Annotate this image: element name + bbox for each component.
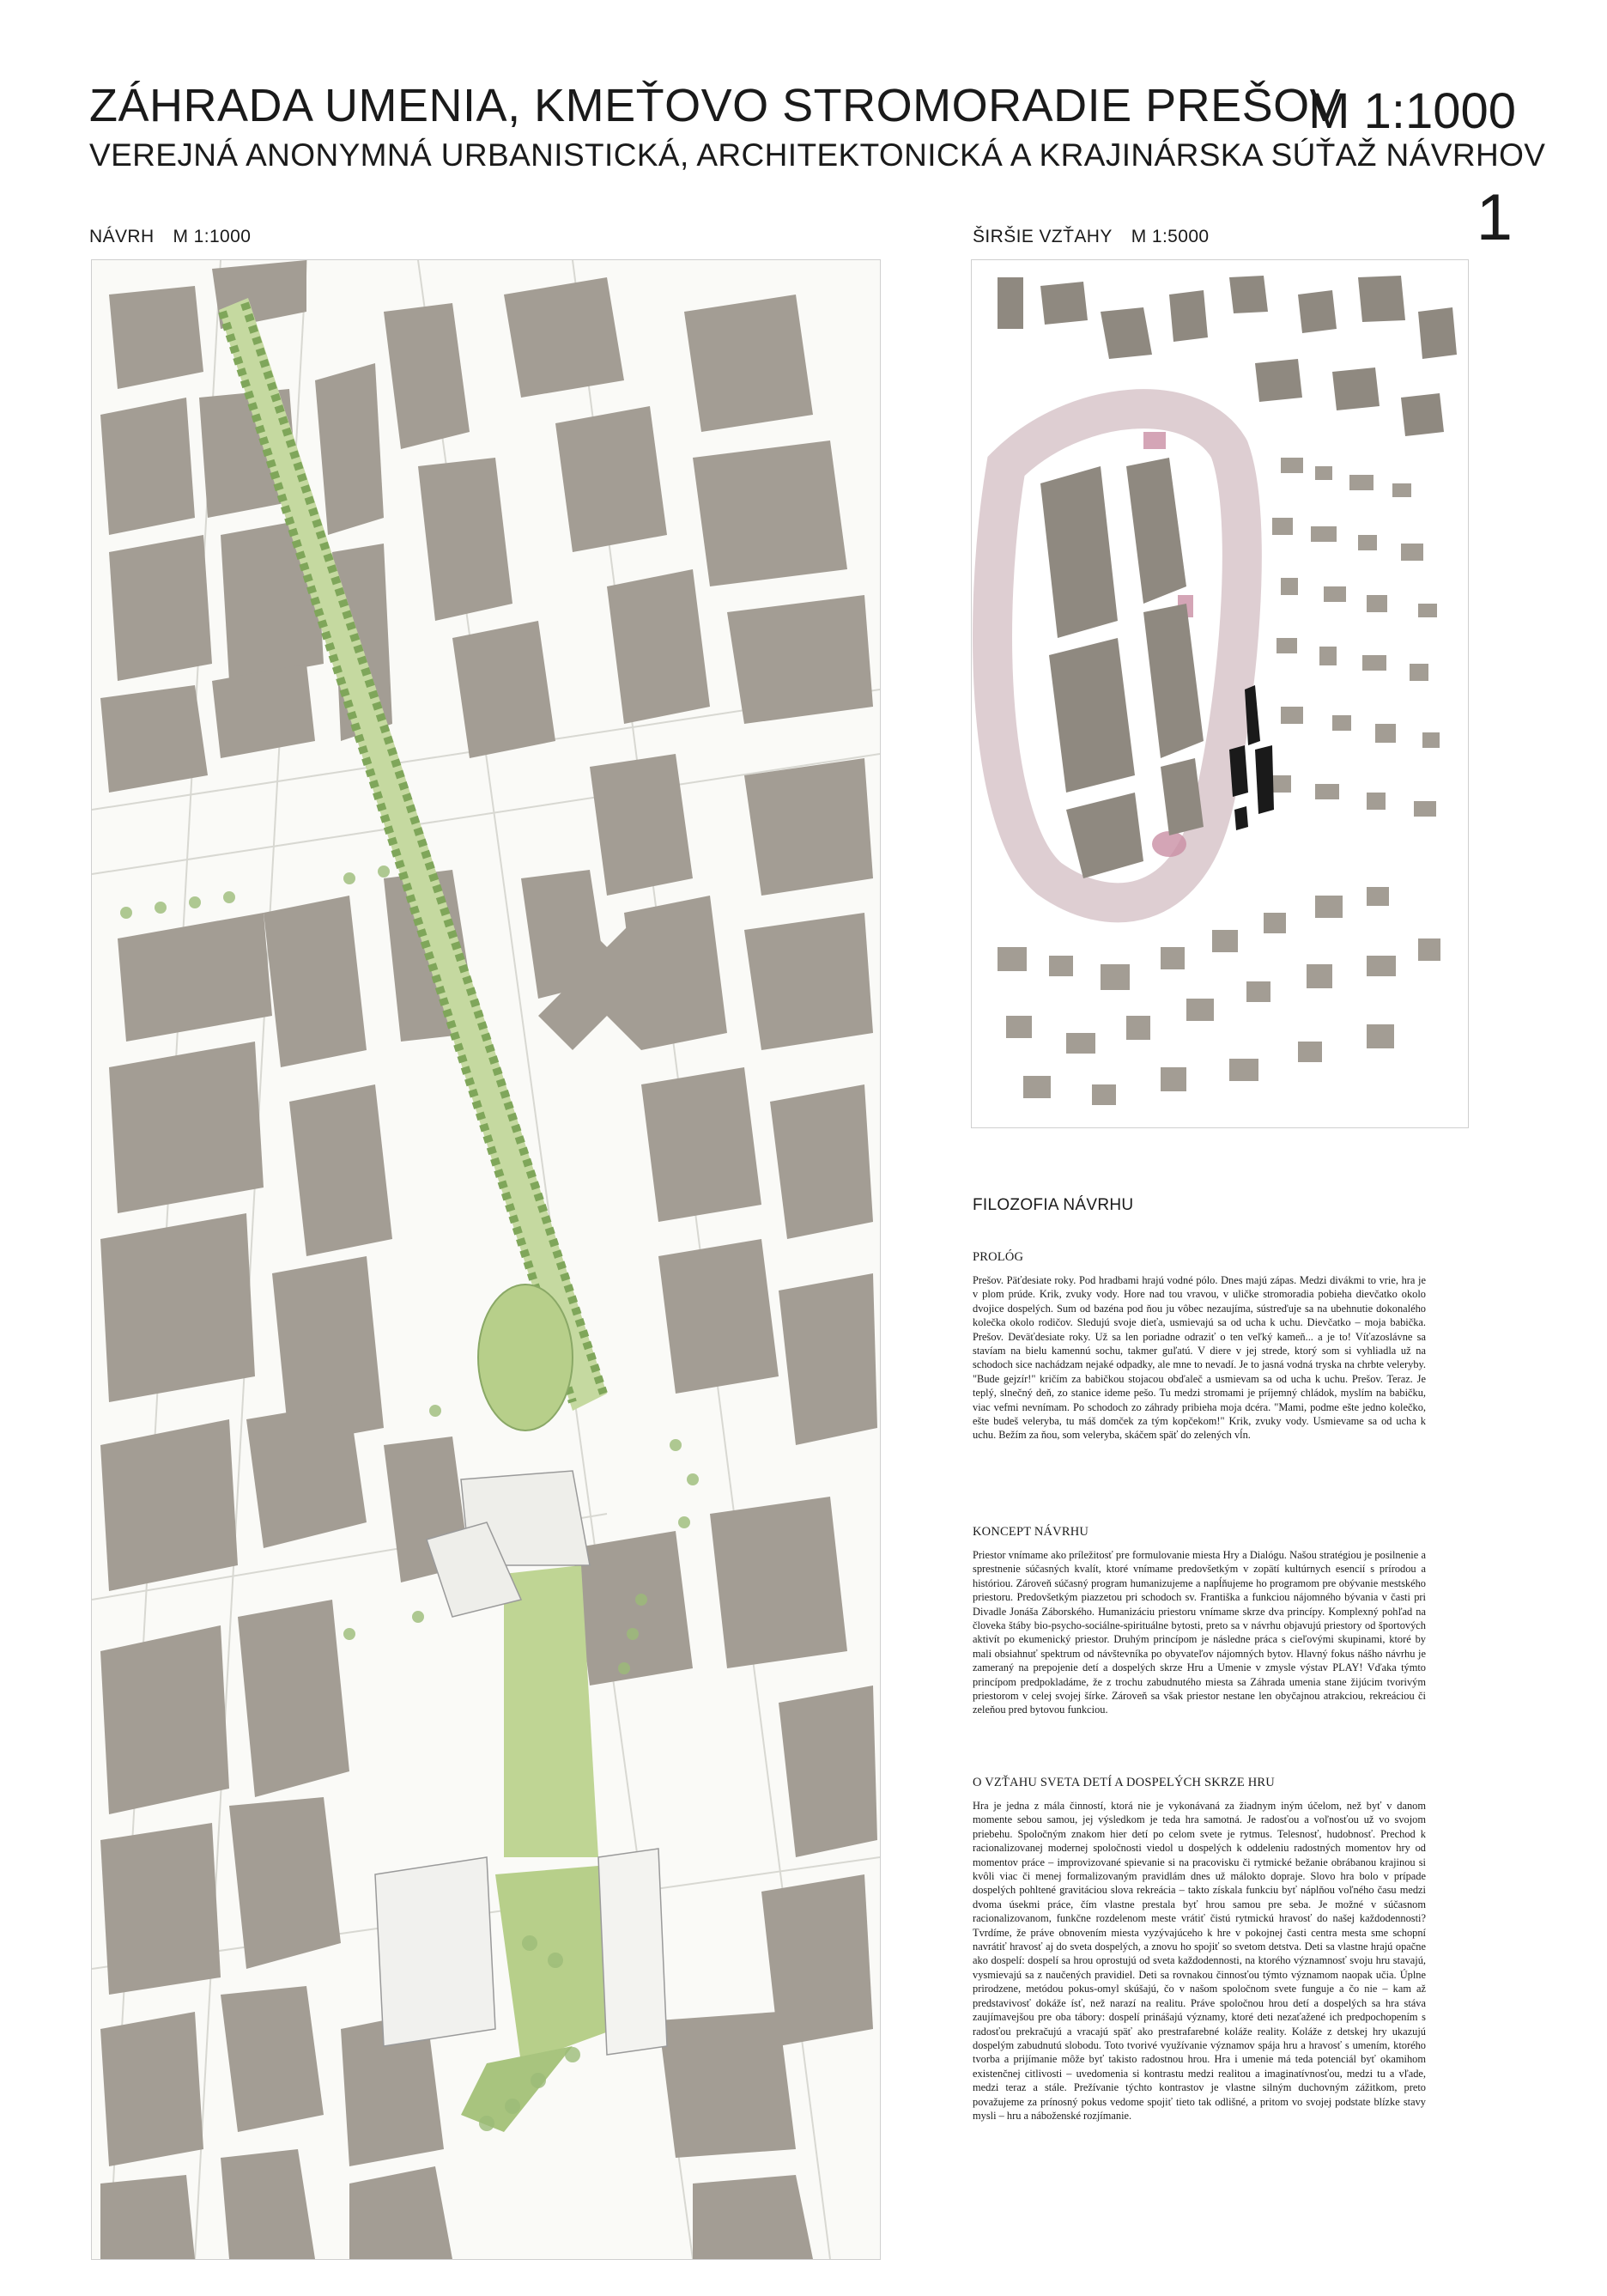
design-site-plan — [91, 259, 881, 2260]
design-map-label — [89, 227, 251, 247]
design-map-title: NÁVRH — [89, 227, 155, 246]
context-map-title: ŠIRŠIE VZŤAHY — [973, 227, 1113, 246]
section-prolog-title: PROLÓG — [973, 1250, 1024, 1264]
section-prolog-text: Prešov. Päťdesiate roky. Pod hradbami hrajú vodné pólo. Dnes majú zápas. Medzi divákmi to vrie, hra je v plom prúde. Krik, zvuky vody. Hore nad tou vravou, v uličke stromoradia pobieha dievčatko okolo dvojice dospelých. Sum od bazéna pod ňou ju vôbec nezaujíma, sústreďuje sa na ubehnutie dokonalého kolečka okolo rodičov. Sledujú svoje dieťa, usmievajú sa od ucha k uchu. Dievčatko – moja babička. Prešov. Deväťdesiate roky. Už sa len poriadne odraziť o ten veľký kameň... a je to! Víťazoslávne sa stavíam na bielu kamennú sochu, takmer guľatú. V diere v jej strede, ktorý som si vyhliadla už na schodoch sice nachádzam nejaké odpadky, ale mne to nevadí. Je to jasná vodná tryska na chrbte veleryby. "Bude gejzír!" kričím za babičkou stojacou obďaleč a usmievam sa od ucha k uchu. Prešov. Teraz. Je teplý, slnečný deň, zo stanice ideme pešo. Tu medzi stromami je príjemný chládok, myslím na babičku, viac vefmi nevnímam. Po schodoch zo záhrady pribieha moja dcéra. "Mami, podme ešte jedno kolečko, ešte budeš veleryba, tu máš domček za tým kopčekom!" Krik, zvuky vody. Usmievame sa od ucha k uchu. Bežím za ňou, som veleryba, skáčem späť do zelených vĺn. — [973, 1274, 1426, 1442]
section-concept-text: Priestor vnímame ako príležitosť pre formulovanie miesta Hry a Dialógu. Našou stratégiou je posilnenie a sprestnenie súčasných kvalít, ktoré vnímame predovšetkým v zopätí kultúrnych esencií s prírodou a históriou. Zároveň súčasný program humanizujeme a napĺňujeme ho programom pre obývanie mestského priestoru. Predovšetkým piazzetou pri schodoch sv. Františka a funkciou nájomného bývania v časti pri Divadle Jonáša Záborského. Humanizáciu priestoru vnímame skrze dva princípy. Komplexný pohľad na človeka štáby bio-psycho-sociálne-spirituálne bytosti, preto sa v návrhu objavujú priestory od športových aktivít po ekumenický priestor. Druhým princípom je následne práca s cieľovými skupinami, ktoré by mali obsiahnuť spektrum od návštevníka po obyvateľov nájomných bytov. Hlavný fokus nášho návrhu je zameraný na prepojenie detí a dospelých skrze Hru a Umenie v zmysle výstav PLAY! Vďaka týmto princípom predpokladáme, že z trochu zabudnutého miesta sa Záhrada umenia stane žijúcim tvorivým priestorom v celej svojej šírke. Zároveň sa však priestor nestane len obyčajnou atrakciou, rekreáciou či zeleňou pred bytovou funkciou. — [973, 1549, 1426, 1716]
section-play — [973, 1776, 1426, 2123]
context-map-scale: M 1:5000 — [1131, 227, 1210, 246]
context-map-label — [973, 227, 1210, 247]
philosophy-heading: FILOZOFIA NÁVRHU — [973, 1196, 1134, 1214]
section-play-title: O VZŤAHU SVETA DETÍ A DOSPELÝCH SKRZE HRU — [973, 1776, 1275, 1789]
context-plan-drawing — [972, 260, 1468, 1127]
section-prolog — [973, 1250, 1426, 1443]
sheet-number: 1 — [1476, 181, 1513, 254]
page-subtitle: VEREJNÁ ANONYMNÁ URBANISTICKÁ, ARCHITEKTONICKÁ A KRAJINÁRSKA SÚŤAŽ NÁVRHOV — [89, 137, 1546, 173]
section-play-text: Hra je jedna z mála činností, ktorá nie je vykonávaná za žiadnym iným účelom, než byť v danom momente sebou samou, jej výsledkom je teda hra samotná. Je radosťou a voľnosťou už vo svojom priebehu. Spoločným znakom hier detí po celom svete je rytmus. Telesnosť, hudobnosť. Prechod k racionalizovanej modernej spoločnosti viedol u dospelých k oddeleniu radostných momentov hry od momentov práce – improvizované spievanie si na pracovisku či rytmické bežanie obrábanou krajinou si kvôli viac či menej formalizovaným pravidlám dnes už málokto dopraje. Slovo hra bolo v prípade dospelých pohltené gravitáciou slova rekreácia – takto získala funkciu byť náplňou voľného času medzi dvoma úsekmi práce, čím vlastne prestala byť hrou samou pre seba. Je možné v súčasnom racionalizovanom, funkčne rozdelenom meste vrátiť čistú rytmickú hravosť do našej každodennosti? Tvrdíme, že práve obnovením miesta vyzývajúceho k hre v pokojnej časti centra mesta sme schopní navrátiť hravosť aj do sveta dospelých, a znovu ho spojiť so svetom detstva. Deti sa vlastne hrajú opačne ako dospelí: dospelí sa hrou oprostujú od sveta každodennosti, na ktorého významnosť svoju hru stavajú, vysmievajú sa z naučených pravidiel. Deti sa rovnakou činnosťou týmto významom naopak učia. Úplne prirodzene, metódou pokus-omyl skúšajú, čo v našom spoločnom svete funguje a čo nie – kam až predstavivosť dokáže ísť, než narazí na realitu. Práve spoločnou hrou detí a dospelých sa hra stáva zaujímavejšou pre oba tábory: dospelí prinášajú významy, ktoré deti nezaťažené ich predpochopením s radosťou prekračujú a vracajú späť ako prestrafarebné koláže reality. Koláže z detskej hry ukazujú dospelým zabudnutú slobodu. Toto tvorivé využívanie významov spája hru a hravosť s umením, ktorého tvorba a prijímanie môže byť takisto radostnou hrou. Hra i umenie má teda potenciál byť okamihom existenčnej citlivosti – uvedomenia si kontrastu medzi realitou a imaginatívnosťou, medzi tu a vľade, medzi teraz a stále. Prežívanie týchto kontrastov je vlastne silným duchovným zážitkom, preto považujeme za prínosný pokus vedome spojiť tieto tak odlišné, a pritom vo svojej podstate blízke stavy mysli – hru a náboženské rozjímanie. — [973, 1800, 1426, 2122]
section-concept — [973, 1525, 1426, 1717]
section-concept-title: KONCEPT NÁVRHU — [973, 1525, 1089, 1539]
page-title: ZÁHRADA UMENIA, KMEŤOVO STROMORADIE PREŠOV — [89, 80, 1342, 131]
sheet-scale: M 1:1000 — [1308, 83, 1516, 139]
context-plan — [971, 259, 1469, 1128]
design-map-scale: M 1:1000 — [173, 227, 252, 246]
design-site-plan-drawing — [92, 260, 880, 2259]
